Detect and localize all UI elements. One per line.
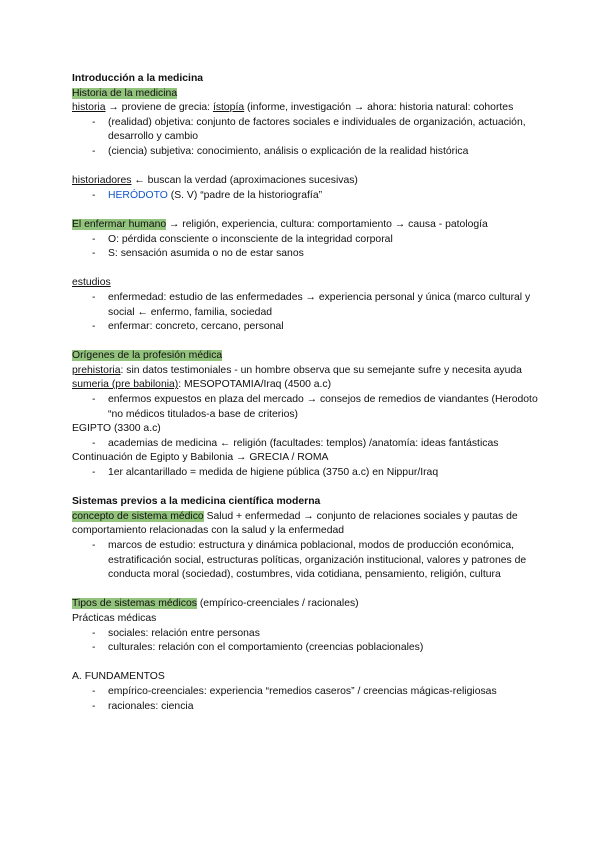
list-item: - culturales: relación con el comportamiento (creencias poblacionales) (72, 641, 542, 656)
fundamentos-line: A. FUNDAMENTOS (72, 671, 165, 683)
list-item: - sociales: relación entre personas (72, 627, 542, 642)
list-item: - S: sensación asumida o no de estar sanos (72, 247, 542, 262)
section-heading-historia: Historia de la medicina (72, 87, 178, 99)
list-item: - empírico-creenciales: experiencia “remedios caseros” / creencias mágicas-religiosas (72, 685, 542, 700)
list-item: - enfermedad: estudio de las enfermedades → experiencia personal y única (marco cultural y social ← enfermo, familia, sociedad (72, 291, 542, 320)
greek-term: ístopía (212, 102, 245, 114)
section-heading-tipos: Tipos de sistemas médicos (72, 598, 197, 610)
prehistoria-term: prehistoria (72, 364, 121, 376)
tipos-line: Tipos de sistemas médicos (empírico-creenciales / racionales) (72, 598, 359, 610)
estudios-term: estudios (72, 277, 111, 289)
list-item: - enfermar: concreto, cercano, personal (72, 320, 542, 335)
egipto-line: EGIPTO (3300 a.c) (72, 423, 161, 435)
enfermar-line: El enfermar humano → religión, experiencia, cultura: comportamiento → causa - patología (72, 218, 488, 230)
list-item: - enfermos expuestos en plaza del mercado → consejos de remedios de viandantes (Herodoto “no médicos titulados-a base de criterios) (72, 393, 542, 422)
sumeria-term: sumeria (pre babilonia) (72, 379, 179, 391)
list-item: - HERÓDOTO (S. V) “padre de la historiografía” (72, 189, 542, 204)
document-title: Introducción a la medicina (72, 73, 204, 84)
section-heading-origenes: Orígenes de la profesión médica (72, 350, 223, 362)
prehistoria-paragraph: prehistoria: sin datos testimoniales - un hombre observa que su semejante sufre y necesita ayuda (72, 364, 522, 376)
sistemas-title: Sistemas previos a la medicina científica moderna (72, 496, 321, 508)
historia-paragraph: historia → proviene de grecia: ístopía (informe, investigación → ahora: historia natural: cohortes (72, 102, 514, 114)
list-item: - academias de medicina ← religión (facultades: templos) /anatomía: ideas fantásticas (72, 437, 542, 452)
list-item: - marcos de estudio: estructura y dinámica poblacional, modos de producción económica, estratificación social, estructuras políticas, organización institucional, valores y patrones de conducta moral (sociedad), costumbres, vida cotidiana, pensamiento, religión, cultura (72, 539, 542, 583)
sumeria-line: sumeria (pre babilonia): MESOPOTAMIA/Iraq (4500 a.c) (72, 379, 332, 391)
list-item: - 1er alcantarillado = medida de higiene pública (3750 a.c) en Nippur/Iraq (72, 466, 542, 481)
historiadores-term: historiadores (72, 175, 132, 187)
document-page (72, 72, 542, 714)
concepto-term: concepto de sistema médico (72, 510, 204, 522)
concepto-paragraph: concepto de sistema médico Salud + enfermedad → conjunto de relaciones sociales y pautas de comportamiento relacionadas con la salud y la enfermedad (72, 510, 518, 537)
list-item: - O: pérdida consciente o inconsciente de la integridad corporal (72, 233, 542, 248)
historiadores-line: historiadores ← buscan la verdad (aproximaciones sucesivas) (72, 175, 358, 187)
historia-term: historia (72, 102, 106, 114)
list-item: - (ciencia) subjetiva: conocimiento, análisis o explicación de la realidad histórica (72, 145, 542, 160)
list-item: - racionales: ciencia (72, 700, 542, 715)
herodoto-name: HERÓDOTO (108, 189, 168, 201)
practicas-line: Prácticas médicas (72, 612, 157, 624)
section-heading-enfermar: El enfermar humano (72, 218, 167, 230)
list-item: - (realidad) objetiva: conjunto de factores sociales e individuales de organización, actuación, desarrollo y cambio (72, 116, 542, 145)
continuacion-line: Continuación de Egipto y Babilonia → GRECIA / ROMA (72, 452, 329, 464)
